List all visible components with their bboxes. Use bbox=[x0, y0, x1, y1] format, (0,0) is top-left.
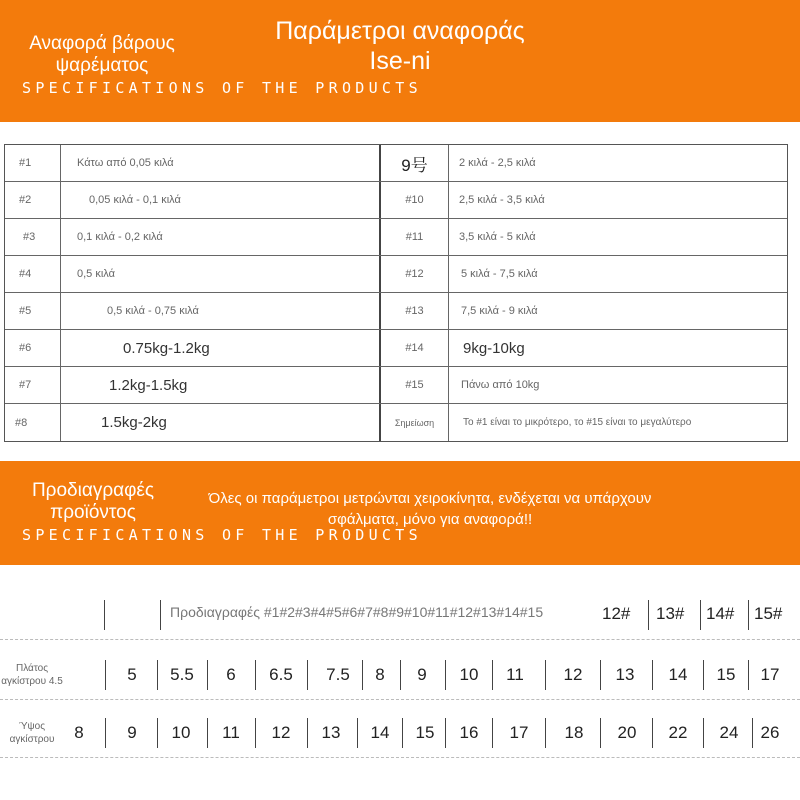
weight-range: Κάτω από 0,05 κιλά bbox=[61, 145, 381, 181]
measurement-notice: Όλες οι παράμετροι μετρώνται χειροκίνητα, ενδέχεται να υπάρχουν σφάλματα, μόνο για αναφορά!! bbox=[208, 490, 652, 528]
weight-range: 0,5 κιλά - 0,75 κιλά bbox=[61, 293, 381, 329]
size-number: #15 bbox=[381, 367, 449, 403]
column-divider bbox=[160, 600, 161, 630]
column-divider bbox=[307, 718, 308, 748]
size-number: #13 bbox=[381, 293, 449, 329]
table-cell: 13 bbox=[321, 723, 341, 742]
table-row bbox=[5, 367, 787, 404]
column-divider bbox=[255, 660, 256, 690]
size-header: 13# bbox=[656, 604, 685, 623]
table-cell: 14 bbox=[370, 723, 390, 742]
size-number: #3 bbox=[5, 219, 61, 255]
table-cell: 11 bbox=[506, 665, 524, 684]
table-row bbox=[5, 219, 787, 256]
table-cell: 15 bbox=[716, 665, 736, 684]
table-row bbox=[0, 650, 800, 700]
column-divider bbox=[648, 600, 649, 630]
note-text: Το #1 είναι το μικρότερο, το #15 είναι το μεγαλύτερο bbox=[463, 417, 692, 428]
specifications-header: Προδιαγραφές #1#2#3#4#5#6#7#8#9#10#11#12#13#14#15 bbox=[170, 604, 544, 620]
table-cell: 8 bbox=[74, 723, 84, 742]
weight-table bbox=[4, 144, 788, 442]
weight-range: 1.2kg-1.5kg bbox=[61, 367, 381, 403]
table-row bbox=[5, 404, 787, 441]
column-divider bbox=[207, 718, 208, 748]
row-label: Πλάτος αγκίστρου 4.5 bbox=[1, 663, 63, 687]
table-cell: 10 bbox=[459, 665, 479, 684]
table-cell: 8 bbox=[375, 665, 385, 684]
table-cell: 26 bbox=[760, 723, 780, 742]
column-divider bbox=[104, 600, 105, 630]
table-row bbox=[5, 256, 787, 293]
row-separator bbox=[0, 757, 800, 758]
column-divider bbox=[700, 600, 701, 630]
table-row bbox=[5, 330, 787, 367]
size-number: #11 bbox=[381, 219, 449, 255]
weight-range: 0.75kg-1.2kg bbox=[61, 330, 381, 366]
size-header: 14# bbox=[706, 604, 735, 623]
size-header: 12# bbox=[602, 604, 631, 623]
table-cell: 5.5 bbox=[170, 665, 194, 684]
table-cell: 17 bbox=[509, 723, 529, 742]
size-number: #1 bbox=[5, 145, 61, 181]
reference-parameters-title: Παράμετροι αναφοράς Ise-ni bbox=[275, 17, 525, 75]
column-divider bbox=[545, 660, 546, 690]
weight-range: 0,5 κιλά bbox=[61, 256, 381, 292]
weight-range: 9kg-10kg bbox=[463, 339, 525, 357]
size-number: #14 bbox=[381, 330, 449, 366]
column-divider bbox=[545, 718, 546, 748]
specifications-heading: SPECIFICATIONS OF THE PRODUCTS bbox=[22, 79, 422, 97]
table-cell: 16 bbox=[459, 723, 479, 742]
size-number: 9号 bbox=[381, 145, 449, 181]
size-number: #10 bbox=[381, 182, 449, 218]
column-divider bbox=[600, 660, 601, 690]
column-divider bbox=[157, 718, 158, 748]
column-divider bbox=[307, 660, 308, 690]
fishing-weight-title: Αναφορά βάρους ψαρέματος bbox=[29, 33, 175, 76]
table-cell: 11 bbox=[222, 723, 240, 742]
column-divider bbox=[105, 660, 106, 690]
product-specifications-title: Προδιαγραφές προϊόντος bbox=[31, 480, 155, 523]
table-row bbox=[5, 182, 787, 219]
table-cell: 20 bbox=[617, 723, 637, 742]
column-divider bbox=[105, 718, 106, 748]
weight-range: 2 κιλά - 2,5 κιλά bbox=[459, 157, 536, 169]
table-cell: 12 bbox=[563, 665, 583, 684]
row-label: Ύψος αγκίστρου bbox=[9, 721, 55, 745]
specs-banner bbox=[0, 461, 800, 565]
table-header-row bbox=[0, 590, 800, 640]
table-cell: 14 bbox=[668, 665, 688, 684]
table-cell: 24 bbox=[719, 723, 739, 742]
table-row bbox=[5, 145, 787, 182]
size-header: 15# bbox=[754, 604, 783, 623]
column-divider bbox=[207, 660, 208, 690]
column-divider bbox=[445, 660, 446, 690]
table-row bbox=[5, 293, 787, 330]
weight-range: 1.5kg-2kg bbox=[61, 404, 381, 441]
weight-range: 7,5 κιλά - 9 κιλά bbox=[461, 305, 538, 317]
column-divider bbox=[652, 660, 653, 690]
size-number: #2 bbox=[5, 182, 61, 218]
table-cell: 18 bbox=[564, 723, 584, 742]
size-number: #8 bbox=[5, 404, 61, 441]
column-divider bbox=[600, 718, 601, 748]
weight-range: Πάνω από 10kg bbox=[461, 379, 540, 391]
note-label: Σημείωση bbox=[381, 404, 449, 441]
size-number: #6 bbox=[5, 330, 61, 366]
column-divider bbox=[652, 718, 653, 748]
size-number: #12 bbox=[381, 256, 449, 292]
row-separator bbox=[0, 639, 800, 640]
table-cell: 15 bbox=[415, 723, 435, 742]
table-cell: 12 bbox=[271, 723, 291, 742]
row-separator bbox=[0, 699, 800, 700]
weight-range: 5 κιλά - 7,5 κιλά bbox=[461, 268, 538, 280]
column-divider bbox=[748, 600, 749, 630]
weight-range: 0,05 κιλά - 0,1 κιλά bbox=[61, 182, 381, 218]
column-divider bbox=[255, 718, 256, 748]
size-number: #7 bbox=[5, 367, 61, 403]
weight-range: 2,5 κιλά - 3,5 κιλά bbox=[459, 194, 545, 206]
table-cell: 5 bbox=[127, 665, 137, 684]
table-cell: 6.5 bbox=[269, 665, 293, 684]
table-cell: 9 bbox=[127, 723, 137, 742]
top-banner bbox=[0, 0, 800, 122]
column-divider bbox=[703, 718, 704, 748]
table-cell: 6 bbox=[226, 665, 236, 684]
specifications-heading: SPECIFICATIONS OF THE PRODUCTS bbox=[22, 526, 422, 544]
table-cell: 17 bbox=[760, 665, 780, 684]
table-cell: 22 bbox=[668, 723, 688, 742]
size-number: #5 bbox=[5, 293, 61, 329]
weight-range: 0,1 κιλά - 0,2 κιλά bbox=[61, 219, 381, 255]
table-cell: 7.5 bbox=[326, 665, 350, 684]
table-cell: 9 bbox=[417, 665, 427, 684]
column-divider bbox=[157, 660, 158, 690]
hook-spec-table bbox=[0, 590, 800, 790]
table-cell: 13 bbox=[615, 665, 635, 684]
column-divider bbox=[492, 718, 493, 748]
size-number: #4 bbox=[5, 256, 61, 292]
table-cell: 10 bbox=[171, 723, 191, 742]
table-row bbox=[0, 708, 800, 758]
weight-range: 3,5 κιλά - 5 κιλά bbox=[459, 231, 536, 243]
